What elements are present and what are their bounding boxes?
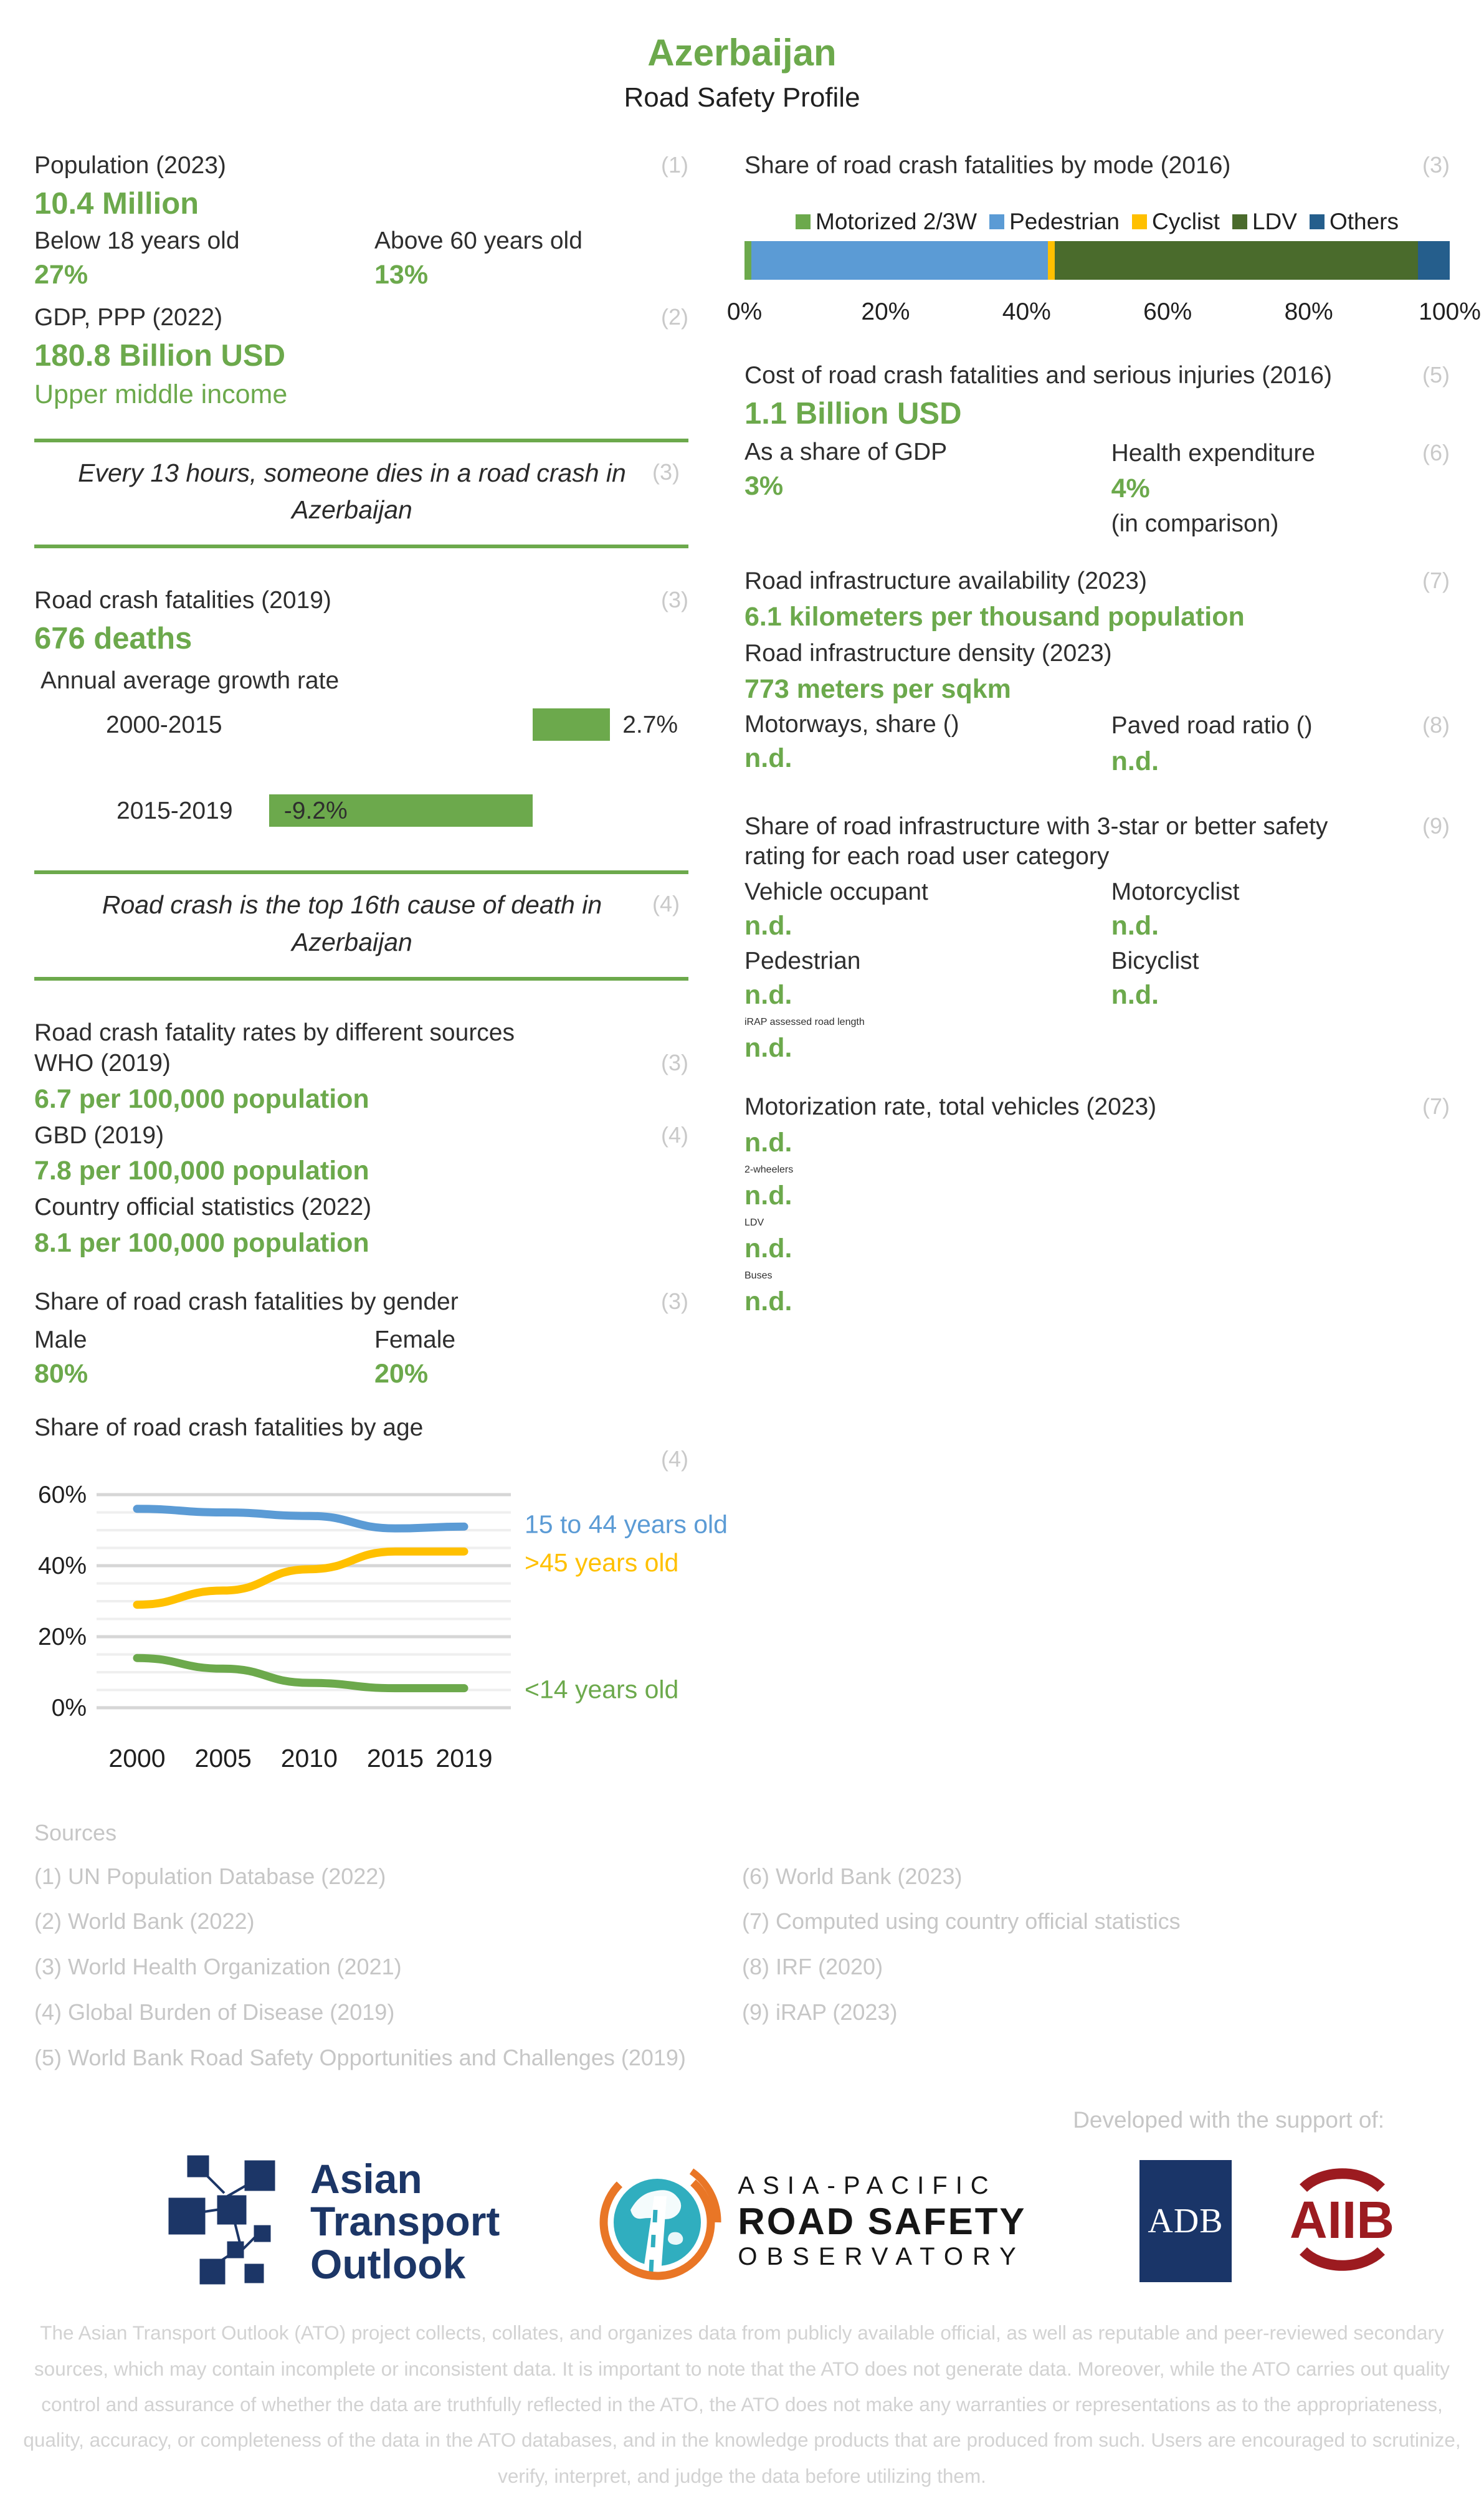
aprso-text-line1: ASIA-PACIFIC bbox=[738, 2171, 997, 2199]
logo-row bbox=[0, 2149, 1484, 2293]
irap-label: iRAP assessed road length bbox=[744, 1017, 865, 1027]
rate-official-label: Country official statistics (2022) bbox=[34, 1194, 372, 1221]
source-item: (2) World Bank (2022) bbox=[34, 1908, 255, 1935]
page-subtitle: Road Safety Profile bbox=[624, 82, 860, 113]
rate-official-value: 8.1 per 100,000 population bbox=[34, 1228, 369, 1258]
legend-swatch-icon bbox=[796, 214, 811, 229]
aprso-globe-icon bbox=[593, 2153, 724, 2290]
population-section bbox=[34, 151, 688, 297]
motorization-ref: (7) bbox=[1422, 1093, 1450, 1119]
mode-axis-tick: 80% bbox=[1284, 298, 1333, 325]
gender-section bbox=[34, 1287, 688, 1396]
ldv-label: LDV bbox=[744, 1217, 764, 1228]
gdp-label: GDP, PPP (2022) bbox=[34, 303, 223, 331]
health-expenditure-ref: (6) bbox=[1422, 439, 1450, 465]
source-item: (4) Global Burden of Disease (2019) bbox=[34, 1999, 395, 2025]
population-ref: (1) bbox=[661, 152, 688, 178]
growth-bar bbox=[533, 708, 610, 741]
star-ref: (9) bbox=[1422, 812, 1450, 839]
quote2-line1: Road crash is the top 16th cause of death in bbox=[102, 890, 602, 920]
fatalities-value: 676 deaths bbox=[34, 622, 193, 656]
mode-axis-tick: 0% bbox=[726, 298, 763, 325]
infrastructure-section bbox=[744, 566, 1450, 783]
star-title: Share of road infrastructure with 3-star or better safety rating for each road user category bbox=[744, 812, 1328, 870]
y-axis-tick-label: 40% bbox=[37, 1552, 87, 1579]
x-axis-tick-label: 2010 bbox=[280, 1743, 338, 1773]
infra-density-value: 773 meters per sqkm bbox=[744, 673, 1011, 704]
income-group: Upper middle income bbox=[34, 379, 288, 409]
population-value: 10.4 Million bbox=[34, 186, 199, 221]
gdp-ref: (2) bbox=[661, 303, 688, 330]
paved-ratio-label: Paved road ratio () bbox=[1111, 712, 1313, 739]
infra-availability-ref: (7) bbox=[1422, 568, 1450, 594]
right-column bbox=[726, 151, 1481, 1784]
age-series-label: <14 years old bbox=[525, 1675, 679, 1704]
sources-title: Sources bbox=[34, 1819, 117, 1845]
aprso-text-line2: ROAD SAFETY bbox=[738, 2200, 1027, 2242]
x-axis-tick-label: 2000 bbox=[108, 1743, 166, 1773]
legend-label: LDV bbox=[1252, 208, 1297, 234]
above60-value: 13% bbox=[374, 259, 429, 290]
gdp-value: 180.8 Billion USD bbox=[34, 338, 286, 373]
growth-rate-chart bbox=[34, 705, 688, 842]
legend-swatch-icon bbox=[1132, 214, 1147, 229]
mode-axis-tick: 40% bbox=[1002, 298, 1051, 325]
two-wheelers-value: n.d. bbox=[744, 1180, 792, 1211]
growth-chart-title: Annual average growth rate bbox=[40, 667, 340, 695]
rate-who-label: WHO (2019) bbox=[34, 1049, 171, 1077]
mode-title: Share of road crash fatalities by mode (2016) bbox=[744, 152, 1231, 179]
legend-item bbox=[1232, 209, 1297, 235]
adb-logo-text: ADB bbox=[1148, 2202, 1224, 2241]
mode-bar-segment bbox=[744, 241, 751, 280]
cost-section bbox=[744, 361, 1450, 538]
above60-label: Above 60 years old bbox=[374, 227, 583, 254]
x-axis-tick-label: 2019 bbox=[435, 1743, 493, 1773]
buses-value: n.d. bbox=[744, 1286, 792, 1316]
fatality-rates-section bbox=[34, 1018, 688, 1259]
vehicle-occupant-value: n.d. bbox=[744, 911, 792, 941]
source-item: (9) iRAP (2023) bbox=[742, 1999, 898, 2025]
motorcyclist-label: Motorcyclist bbox=[1111, 878, 1240, 905]
sources-section bbox=[0, 1820, 1484, 2089]
mode-section bbox=[726, 151, 1481, 355]
cost-gdp-label: As a share of GDP bbox=[744, 438, 948, 465]
rate-gbd-value: 7.8 per 100,000 population bbox=[34, 1156, 369, 1186]
sources-right-column bbox=[742, 1862, 1450, 2089]
y-axis-tick-label: 60% bbox=[37, 1481, 87, 1508]
age-line-chart bbox=[34, 1478, 728, 1778]
below18-label: Below 18 years old bbox=[34, 227, 240, 254]
fatalities-label: Road crash fatalities (2019) bbox=[34, 587, 331, 614]
age-series-label: >45 years old bbox=[525, 1548, 679, 1577]
buses-label: Buses bbox=[744, 1270, 773, 1281]
male-value: 80% bbox=[34, 1358, 88, 1389]
fatalities-ref: (3) bbox=[661, 587, 688, 613]
legend-swatch-icon bbox=[989, 214, 1004, 229]
support-label: Developed with the support of: bbox=[1073, 2107, 1384, 2133]
page-header bbox=[0, 0, 1484, 113]
adb-logo bbox=[1139, 2160, 1232, 2282]
mode-axis-tick: 20% bbox=[861, 298, 910, 325]
mode-axis bbox=[726, 298, 1481, 355]
x-axis-tick-label: 2015 bbox=[366, 1743, 424, 1773]
cost-title: Cost of road crash fatalities and serious injuries (2016) bbox=[744, 361, 1332, 389]
cost-ref: (5) bbox=[1422, 361, 1450, 388]
female-label: Female bbox=[374, 1326, 456, 1353]
mode-axis-tick: 100% bbox=[1419, 298, 1481, 325]
growth-period-label: 2015-2019 bbox=[117, 797, 233, 825]
mode-bar-segment bbox=[1055, 241, 1418, 280]
legend-item bbox=[1310, 209, 1399, 235]
mode-axis-tick: 60% bbox=[1143, 298, 1192, 325]
age-chart-ref: (4) bbox=[661, 1445, 688, 1472]
health-expenditure-note: (in comparison) bbox=[1111, 510, 1279, 538]
left-column bbox=[34, 151, 728, 1784]
aiib-logo bbox=[1275, 2162, 1409, 2280]
irap-value: n.d. bbox=[744, 1033, 792, 1063]
health-expenditure-value: 4% bbox=[1111, 474, 1150, 504]
quote2-line2: Azerbaijan bbox=[292, 927, 412, 956]
female-value: 20% bbox=[374, 1358, 429, 1389]
ato-logo-text-line3: Outlook bbox=[310, 2240, 466, 2287]
age-series-label: 15 to 44 years old bbox=[525, 1509, 728, 1538]
quote2-ref: (4) bbox=[652, 891, 680, 917]
pedestrian-value: n.d. bbox=[744, 980, 792, 1010]
pedestrian-label: Pedestrian bbox=[744, 948, 861, 974]
mode-ref: (3) bbox=[1422, 152, 1450, 178]
bicyclist-value: n.d. bbox=[1111, 980, 1159, 1010]
y-axis-tick-label: 0% bbox=[51, 1694, 87, 1721]
bicyclist-label: Bicyclist bbox=[1111, 948, 1199, 974]
cost-value: 1.1 Billion USD bbox=[744, 396, 962, 431]
cost-gdp-value: 3% bbox=[744, 470, 784, 501]
mode-legend bbox=[744, 209, 1450, 235]
disclaimer-text: The Asian Transport Outlook (ATO) project collects, collates, and organizes data from publicly available official, as well as reputable and peer-reviewed secondary sources, which may contain incomplete or inconsistent data. It is important to note that the ATO does not generate data. Moreover, while the ATO carries out quality control and assurance of whether the data are truthfully reflected in the ATO, the ATO does not make any warranties or representations as to the appropriateness, quality, accuracy, or completeness of the data in the ATO databases, and in the knowledge products that are produced from such. Users are encouraged to scrutinize, verify, interpret, and judge the data before utilizing them. bbox=[23, 2321, 1461, 2487]
infra-availability-label: Road infrastructure availability (2023) bbox=[744, 568, 1147, 595]
two-wheelers-label: 2-wheelers bbox=[744, 1164, 794, 1175]
content-columns bbox=[0, 151, 1484, 1784]
y-axis-tick-label: 20% bbox=[37, 1623, 87, 1650]
health-expenditure-label: Health expenditure bbox=[1111, 439, 1316, 467]
legend-label: Pedestrian bbox=[1009, 208, 1120, 234]
mode-bar-segment bbox=[751, 241, 1047, 280]
source-item: (5) World Bank Road Safety Opportunities and Challenges (2019) bbox=[34, 2044, 686, 2070]
star-rating-section bbox=[744, 812, 1450, 1064]
growth-period-label: 2000-2015 bbox=[106, 712, 222, 739]
legend-label: Motorized 2/3W bbox=[816, 208, 977, 234]
fatalities-section bbox=[34, 586, 688, 656]
growth-value-label: -9.2% bbox=[283, 797, 348, 825]
legend-swatch-icon bbox=[1232, 214, 1247, 229]
rate-gbd-ref: (4) bbox=[661, 1121, 688, 1148]
legend-swatch-icon bbox=[1310, 214, 1325, 229]
quote1-ref: (3) bbox=[652, 459, 680, 485]
rate-who-value: 6.7 per 100,000 population bbox=[34, 1083, 369, 1114]
age-section bbox=[34, 1413, 728, 1778]
rate-gbd-label: GBD (2019) bbox=[34, 1121, 164, 1149]
paved-ratio-ref: (8) bbox=[1422, 712, 1450, 738]
mode-stacked-bar bbox=[744, 241, 1450, 280]
mode-bar-segment bbox=[1048, 241, 1055, 280]
column-gap bbox=[688, 151, 744, 1784]
infra-availability-value: 6.1 kilometers per thousand population bbox=[744, 602, 1245, 632]
source-item: (3) World Health Organization (2021) bbox=[34, 1954, 402, 1980]
rates-title: Road crash fatality rates by different sources bbox=[34, 1019, 515, 1046]
source-item: (8) IRF (2020) bbox=[742, 1954, 883, 1980]
age-chart-svg bbox=[34, 1478, 728, 1774]
rate-who-ref: (3) bbox=[661, 1049, 688, 1075]
x-axis-tick-label: 2005 bbox=[194, 1743, 252, 1773]
aprso-logo bbox=[593, 2153, 1026, 2290]
population-label: Population (2023) bbox=[34, 152, 226, 179]
motorization-section bbox=[744, 1092, 1450, 1317]
legend-item bbox=[989, 209, 1120, 235]
source-item: (1) UN Population Database (2022) bbox=[34, 1863, 386, 1889]
source-item: (7) Computed using country official statistics bbox=[742, 1908, 1181, 1935]
aiib-logo-text: AIIB bbox=[1290, 2191, 1394, 2250]
infra-density-label: Road infrastructure density (2023) bbox=[744, 640, 1112, 667]
male-label: Male bbox=[34, 1326, 87, 1353]
age-chart-title: Share of road crash fatalities by age bbox=[34, 1414, 424, 1441]
motorways-value: n.d. bbox=[744, 743, 792, 773]
legend-label: Cyclist bbox=[1152, 208, 1220, 234]
paved-ratio-value: n.d. bbox=[1111, 746, 1159, 776]
quote1-line2: Azerbaijan bbox=[292, 495, 412, 524]
vehicle-occupant-label: Vehicle occupant bbox=[744, 878, 928, 905]
motorways-label: Motorways, share () bbox=[744, 710, 959, 738]
aprso-text-line3: OBSERVATORY bbox=[738, 2242, 1025, 2270]
ato-network-icon bbox=[165, 2149, 299, 2293]
legend-label: Others bbox=[1329, 208, 1399, 234]
page-title: Azerbaijan bbox=[647, 32, 837, 74]
gender-ref: (3) bbox=[661, 1288, 688, 1314]
gender-title: Share of road crash fatalities by gender bbox=[34, 1288, 459, 1315]
quote1-line1: Every 13 hours, someone dies in a road crash in bbox=[78, 458, 626, 487]
growth-value-label: 2.7% bbox=[622, 712, 678, 739]
quote-cause-of-death bbox=[34, 870, 688, 981]
motorcyclist-value: n.d. bbox=[1111, 911, 1159, 941]
legend-item bbox=[1132, 209, 1220, 235]
motorization-value: n.d. bbox=[744, 1127, 792, 1158]
source-item: (6) World Bank (2023) bbox=[742, 1863, 963, 1889]
legend-item bbox=[796, 209, 977, 235]
below18-value: 27% bbox=[34, 259, 88, 290]
ato-logo-text-line1: Asian bbox=[310, 2155, 422, 2202]
motorization-title: Motorization rate, total vehicles (2023) bbox=[744, 1093, 1157, 1120]
quote-road-crash-frequency bbox=[34, 439, 688, 549]
ato-logo bbox=[165, 2149, 500, 2293]
ldv-value: n.d. bbox=[744, 1233, 792, 1264]
gdp-section bbox=[34, 303, 688, 410]
sources-left-column bbox=[34, 1862, 742, 2089]
age-series-line bbox=[137, 1551, 464, 1605]
mode-bar-segment bbox=[1418, 241, 1450, 280]
ato-logo-text-line2: Transport bbox=[310, 2198, 500, 2245]
